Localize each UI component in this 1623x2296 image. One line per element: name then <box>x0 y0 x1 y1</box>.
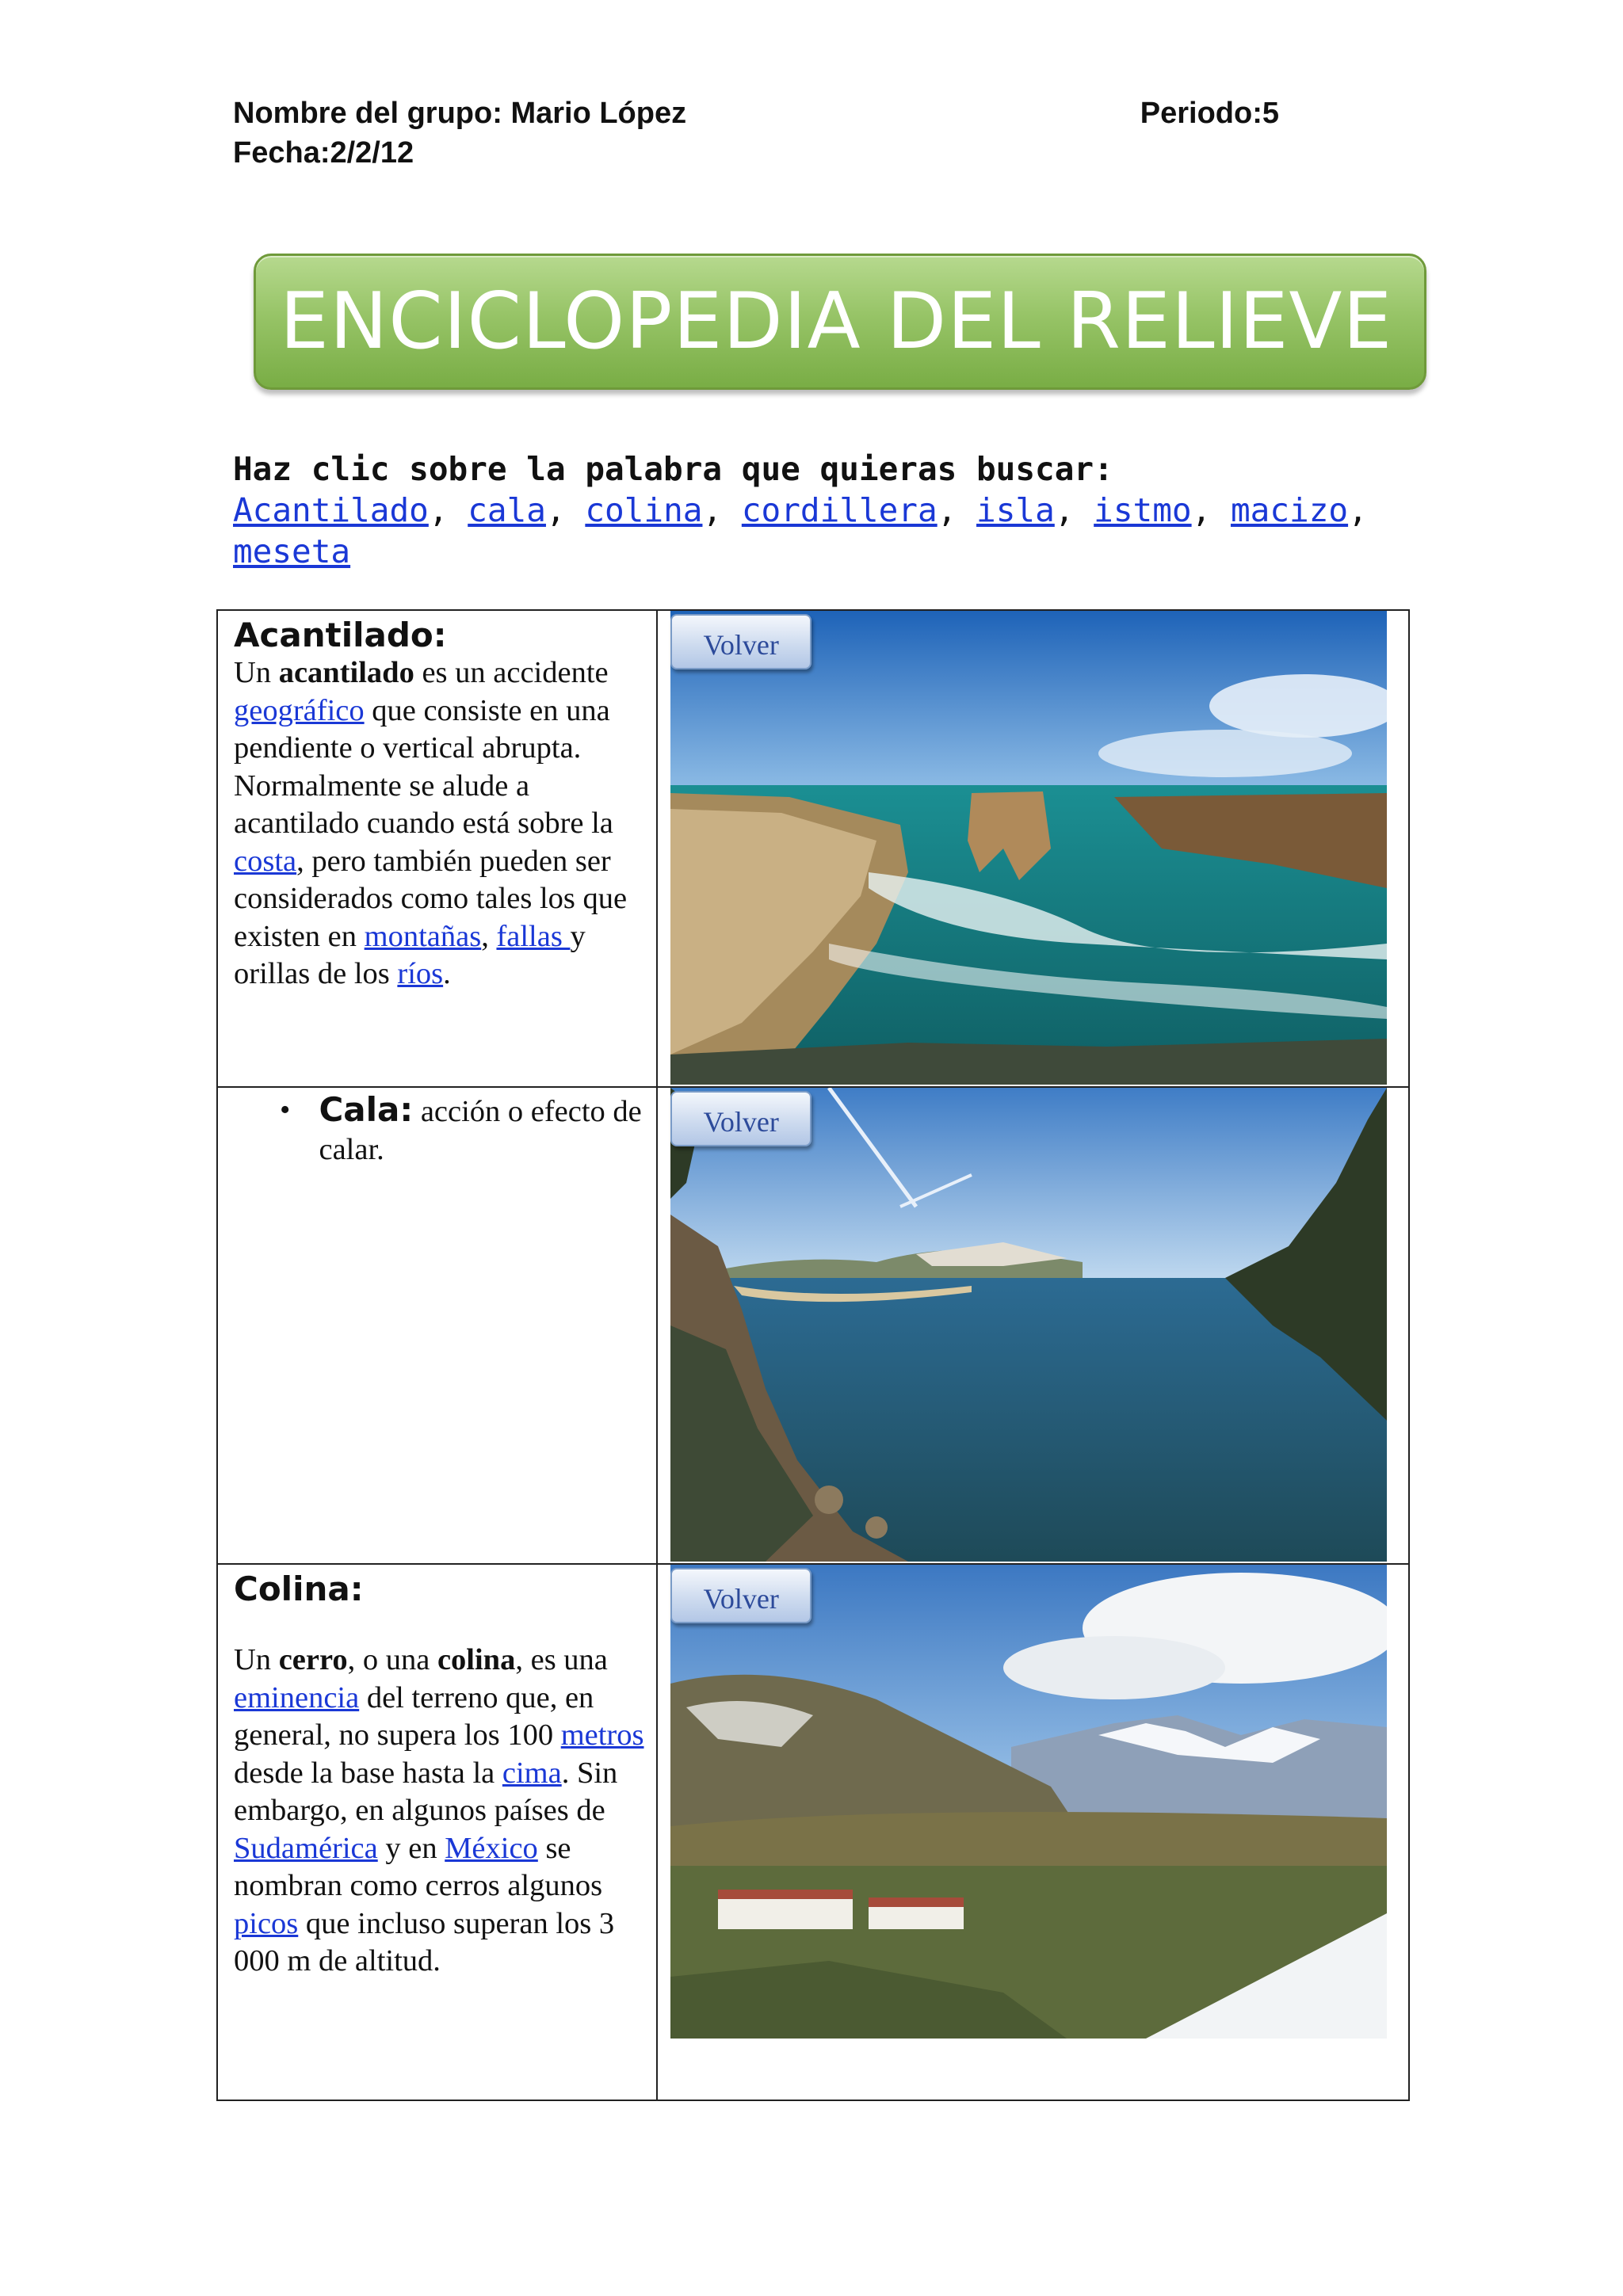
entry-cala <box>217 1087 657 1564</box>
back-button[interactable]: Volver <box>670 1091 812 1146</box>
entry-acantilado <box>217 610 657 1087</box>
image-cell <box>657 1564 1409 2100</box>
link-eminencia[interactable]: eminencia <box>234 1680 360 1714</box>
term-links: Acantilado, cala, colina, cordillera, isla, istmo, macizo, meseta <box>233 491 1368 570</box>
link-rios[interactable]: ríos <box>397 957 444 990</box>
entry-term: Colina: <box>234 1569 364 1608</box>
entry-term: Cala: <box>319 1090 414 1129</box>
link-istmo[interactable]: istmo <box>1094 491 1192 529</box>
instructions-prompt: Haz clic sobre la palabra que quieras buscar: <box>233 450 1113 488</box>
link-cordillera[interactable]: cordillera <box>741 491 938 529</box>
date: Fecha:2/2/12 <box>233 136 414 170</box>
link-costa[interactable]: costa <box>234 844 297 878</box>
hill-photo <box>670 1565 1387 2039</box>
bullet-icon: • <box>280 1093 291 1127</box>
link-fallas[interactable]: fallas <box>496 919 571 953</box>
table-row <box>217 610 1409 1087</box>
link-metros[interactable]: metros <box>560 1718 644 1752</box>
link-colina[interactable]: colina <box>585 491 703 529</box>
title-banner <box>254 254 1426 390</box>
entry-term: Acantilado: <box>234 616 447 654</box>
period: Periodo:5 <box>1140 97 1279 130</box>
link-acantilado[interactable]: Acantilado <box>233 491 429 529</box>
encyclopedia-table <box>216 609 1410 2101</box>
entry-definition: acción o efecto de calar. <box>319 1095 642 1166</box>
table-row <box>217 1087 1409 1564</box>
link-cima[interactable]: cima <box>502 1756 562 1790</box>
link-meseta[interactable]: meseta <box>233 532 351 570</box>
table-row <box>217 1564 1409 2100</box>
link-mexico[interactable]: México <box>445 1831 538 1865</box>
image-cell <box>657 1087 1409 1564</box>
cove-photo <box>670 1088 1387 1562</box>
link-sudamerica[interactable]: Sudamérica <box>234 1831 378 1865</box>
link-geografico[interactable]: geográfico <box>234 693 365 727</box>
link-picos[interactable]: picos <box>234 1906 299 1940</box>
entry-definition: Un acantilado es un accidente geográfico que consiste en una pendiente o vertical abrupta. Normalmente se alude a acantilado cuando está sobre la costa, pero también pueden ser considerados como tales los que existen en montañas, fallas y orillas de los ríos. <box>234 656 628 990</box>
back-button[interactable]: Volver <box>670 614 812 669</box>
link-montanas[interactable]: montañas <box>364 919 482 953</box>
banner-title: ENCICLOPEDIA DEL RELIEVE <box>280 277 1393 367</box>
entry-colina <box>217 1564 657 2100</box>
link-cala[interactable]: cala <box>468 491 546 529</box>
group-name: Nombre del grupo: Mario López <box>233 97 687 130</box>
link-isla[interactable]: isla <box>976 491 1055 529</box>
link-macizo[interactable]: macizo <box>1230 491 1349 529</box>
document-header <box>233 93 1279 173</box>
entry-definition: Un cerro, o una colina, es una eminencia del terreno que, en general, no supera los 100 metros desde la base hasta la cima. Sin embargo, en algunos países de Sudamérica y en México se nombran como cerros algunos picos que incluso superan los 3 000 m de altitud. <box>234 1643 644 1978</box>
list-item <box>280 1091 645 1169</box>
cliff-photo <box>670 611 1387 1085</box>
image-cell <box>657 610 1409 1087</box>
instructions <box>233 448 1422 572</box>
back-button[interactable]: Volver <box>670 1568 812 1623</box>
